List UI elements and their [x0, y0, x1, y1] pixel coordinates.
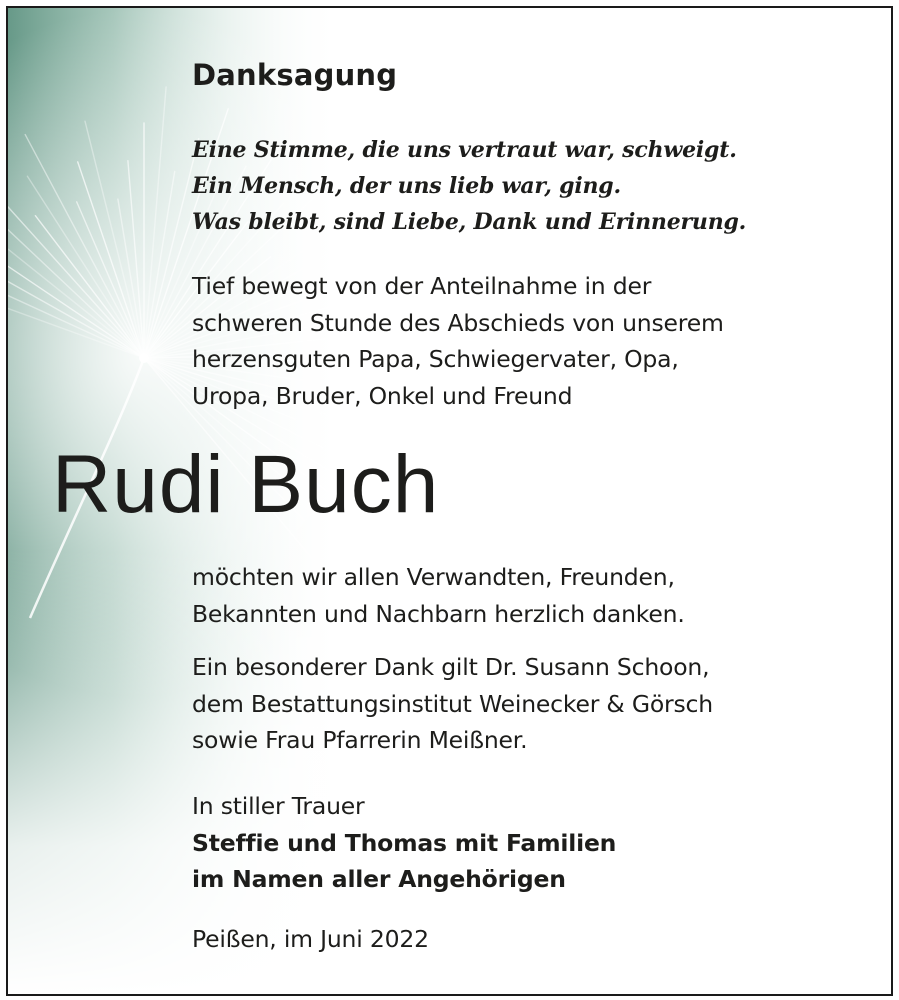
poem-line: Ein Mensch, der uns lieb war, ging. [192, 173, 621, 199]
thanks-special-paragraph [192, 649, 713, 759]
obituary-card [6, 6, 893, 996]
signature-family: Steffie und Thomas mit Familien [192, 828, 617, 857]
thanks-line: möchten wir allen Verwandten, Freunden, [192, 563, 675, 591]
signature-intro: In stiller Trauer [192, 792, 365, 820]
signature-block [192, 788, 616, 898]
intro-paragraph [192, 268, 724, 414]
deceased-name: Rudi Buch [52, 439, 440, 530]
intro-line: Tief bewegt von der Anteilnahme in der [192, 272, 652, 300]
place-date: Peißen, im Juni 2022 [192, 925, 429, 953]
intro-line: schweren Stunde des Abschieds von unserem [192, 308, 724, 337]
thanks-line: Ein besonderer Dank gilt Dr. Susann Schoon, [192, 653, 710, 681]
thanks-line: sowie Frau Pfarrerin Meißner. [192, 726, 528, 754]
poem-line: Eine Stimme, die uns vertraut war, schweigt. [192, 137, 737, 163]
thanks-general-paragraph [192, 559, 685, 632]
thanks-line: Bekannten und Nachbarn herzlich danken. [192, 599, 685, 628]
signature-family: im Namen aller Angehörigen [192, 865, 566, 893]
poem-line: Was bleibt, sind Liebe, Dank und Erinnerung. [192, 209, 747, 235]
heading-danksagung: Danksagung [192, 58, 398, 92]
poem-verse [192, 132, 746, 240]
intro-line: herzensguten Papa, Schwiegervater, Opa, [192, 345, 679, 373]
thanks-line: dem Bestattungsinstitut Weinecker & Görsch [192, 689, 713, 718]
intro-line: Uropa, Bruder, Onkel und Freund [192, 381, 573, 410]
